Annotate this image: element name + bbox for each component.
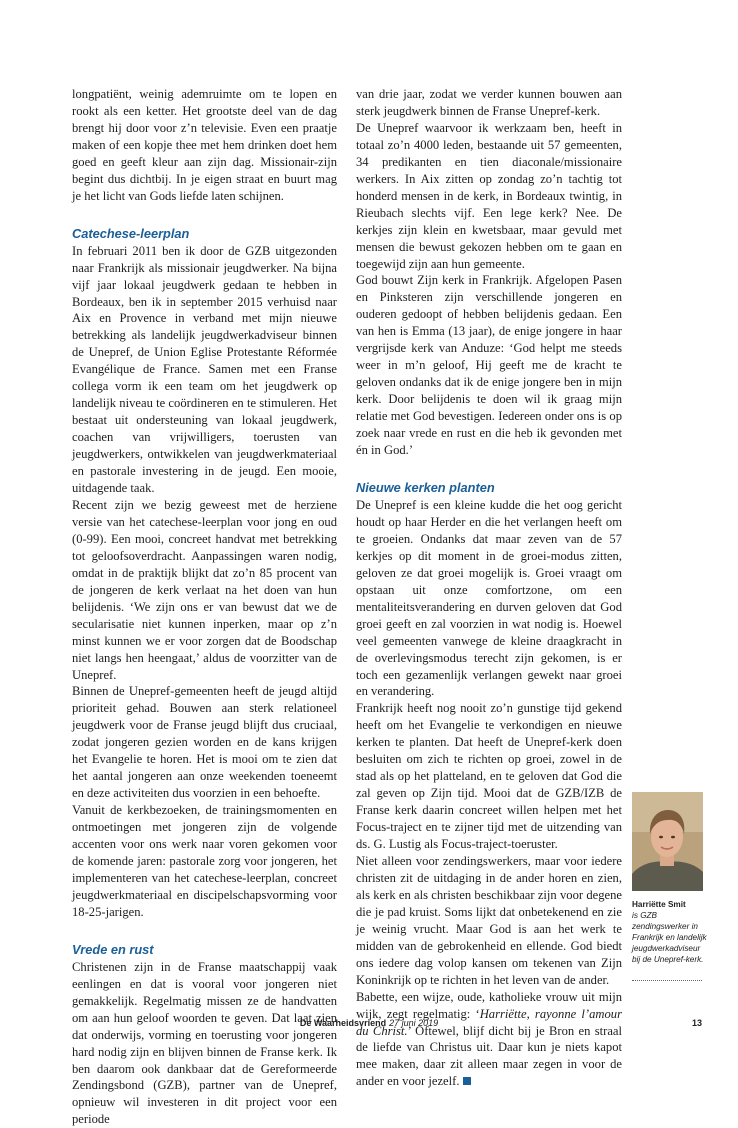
page-number: 13	[692, 1018, 703, 1028]
closing-paragraph	[356, 989, 622, 1091]
end-of-article-square-icon	[463, 1077, 471, 1085]
paragraph: God bouwt Zijn kerk in Frankrijk. Afgelopen Pasen en Pinksteren zijn verschillende jongeren en ouderen gedoopt of hebben belijdenis gedaan. Een van hen is Emma (13 jaar), de enige jongere in haar vergrijsde kerk van Anduze: ‘God helpt me steeds weer in m’n geloof, Hij geeft me de kracht te geloven ondanks dat ik de enige jongere ben in mijn kerk. Door belijdenis te doen wil ik graag mijn relatie met God bevestigen. Iedereen onder ons is op zoek naar vrede en rust en die heb ik gevonden met én in God.’	[356, 273, 622, 458]
caption-role: is GZB zendingswerker in Frankrijk en landelijk jeugdwerkadviseur bij de Unepref-kerk.	[632, 911, 707, 964]
publication-date: 27 juni 2019	[389, 1018, 439, 1028]
paragraph: Frankrijk heeft nog nooit zo’n gunstige tijd gekend heeft om het Evangelie te verkondigen en nieuwe kerken te planten. Dat heeft de Unepref-kerk doen besluiten om zich te richten op groei, zowel in de stad als op het platteland, en te geloven dat God die zal geven op Zijn tijd. Mooi dat de GZB/IZB de Franse kerk daarin concreet willen helpen met het Focus-traject en te zijner tijd met de uitzending van ds. G. Lustig als Focus-traject-toeruster.	[356, 701, 622, 852]
left-column	[72, 86, 337, 1128]
section-heading-nieuwe-kerken: Nieuwe kerken planten	[356, 479, 495, 495]
right-column	[356, 86, 622, 1090]
section-heading-catechese: Catechese-leerplan	[72, 225, 190, 241]
intro-paragraph: longpatiënt, weinig ademruimte om te lopen en rookt als een ketter. Het grootste deel van de dag brengt hij door voor z’n televisie. Even een praatje maken of een kopje thee met hem drinken doet hem goed en geeft kleur aan zijn dag. Missionair-zijn begint dus dichtbij. In je eigen straat en buurt mag je het licht van Gods liefde laten schijnen.	[72, 87, 337, 203]
paragraph: De Unepref is een kleine kudde die het oog gericht houdt op haar Herder en die het verlangen heeft om te groeien. Ondanks dat maar zeven van de 57 kerkjes op dit moment in de groei-modus zitten, geloven ze dat groei mogelijk is. Groei vraagt om opstaan uit onze comfortzone, om een mentaliteitsverandering en durven geloven dat God groei geeft en zal voorzien in wat nodig is. Hoewel veel gemeenten vanwege de kleine draagkracht in de overlevingsmodus terecht zijn gekomen, is er toch een gezamenlijk verlangen gewekt naar groei en verandering.	[356, 497, 622, 699]
french-quote: Harriëtte, rayonne l’amour du Christ.	[356, 1006, 622, 1038]
paragraph: Niet alleen voor zendingswerkers, maar voor iedere christen zit de uitdaging in de ander horen en zien, als kerk en als christen beschikbaar zijn voor degene die je pad kruist. Soms lijkt dat onbetekenend en zie je weinig vrucht. Maar God is aan het werk te midden van de gebrokenheid en ellende. God biedt ons iedere dag volop kansen om tekenen van Zijn Koninkrijk op te richten in het leven van de ander.	[356, 853, 622, 987]
paragraph: Binnen de Unepref-gemeenten heeft de jeugd altijd prioriteit gehad. Bouwen aan sterk relationeel jeugdwerk voor de Franse jeugd blijft dus cruciaal, zodat jongeren gezien worden en de kans krijgen het Evangelie te horen. Het is mooi om te zien dat het aantal jongeren aan onze weekenden toeneemt en deze activiteiten dus voorzien in een behoefte.	[72, 684, 337, 801]
closing-text-end: ’ Oftewel, blijf dicht bij je Bron en straal de liefde van Christus uit. Daar kun je niets kapot mee maken, daar zit alleen maar zegen in voor de ander en voor jezelf.	[356, 1023, 622, 1089]
closing-text-start: Babette, een wijze, oude, katholieke vrouw uit mijn wijk, zegt regelmatig: ‘	[356, 989, 622, 1021]
author-photo	[632, 792, 703, 891]
author-portrait-icon	[632, 792, 703, 891]
photo-caption	[632, 899, 708, 965]
paragraph: Christenen zijn in de Franse maatschappij vaak eenlingen en dat is vooral voor jongeren niet gemakkelijk. Regelmatig missen ze de handvatten om aan hun geloof woorden te geven. Dat laat zien dat onderwijs, vorming en toerusting voor jongeren hard nodig zijn en blijven binnen de Franse kerk. Ik ben daarom ook dankbaar dat de Gereformeerde Zendingsbond (GZB), partner van de Unepref, opnieuw wil investeren in dit project voor een periode	[72, 959, 337, 1127]
footer-publication-info	[0, 1018, 738, 1028]
section-heading-vrede: Vrede en rust	[72, 941, 154, 957]
caption-name: Harriëtte Smit	[632, 900, 686, 909]
paragraph: van drie jaar, zodat we verder kunnen bouwen aan sterk jeugdwerk binnen de Franse Unepref-kerk.	[356, 87, 622, 118]
publication-name: De Waarheidsvriend	[299, 1018, 387, 1028]
paragraph: Recent zijn we bezig geweest met de herziene versie van het catechese-leerplan voor jong en oud (0-99). Een mooi, concreet handvat met betrekking tot geloofsoverdracht. Aanpassingen waren nodig, omdat in de praktijk blijkt dat zo’n 85 procent van de jongeren de kerk verlaat na het doen van hun belijdenis. ‘We zijn ons er van bewust dat we de secularisatie niet kunnen inperken, maar op z’n minst kunnen we er voor zorgen dat de Boodschap niet langs hen heengaat,’ aldus de voorzitter van de Unepref.	[72, 497, 337, 682]
page-footer	[0, 1018, 738, 1032]
caption-divider	[632, 980, 702, 981]
paragraph: De Unepref waarvoor ik werkzaam ben, heeft in totaal zo’n 4000 leden, bestaande uit 57 gemeenten, 34 predikanten en tien diaconale/missionaire werkers. In Aix zitten op zondag zo’n tachtig tot honderd mensen in de kerk, in Bordeaux twintig, in Rieubach slechts vijf. Een lege kerk? Nee. De kerkjes zijn klein en kwetsbaar, maar gevuld met mensen die bewust gekozen hebben om te gaan en toegewijd zijn aan hun gemeente.	[356, 120, 622, 271]
paragraph: In februari 2011 ben ik door de GZB uitgezonden naar Frankrijk als missionair jeugdwerker. Na bijna vijf jaar lokaal jeugdwerk gedaan te hebben in Bordeaux, ben ik in september 2015 verhuisd naar Aix en Provence in verband met mijn nieuwe betrekking als landelijk jeugdwerkadviseur binnen de Unepref, de Union Eglise Protestante Réformée Evangélique de France. Samen met een Franse collega vorm ik een team om het jeugdwerk op landelijk niveau te coördineren en te stimuleren. Het bestaat uit ondersteuning van lokaal jeugdwerk, coachen van vrijwilligers, toerusten van jeugdwerkers, ontwikkelen van jeugdwerkmateriaal en pastorale investering in de jeugd. Een mooie, uitdagende taak.	[72, 243, 337, 496]
paragraph: Vanuit de kerkbezoeken, de trainingsmomenten en ontmoetingen met jongeren zijn de volgende accenten voor ons werk naar voren gekomen voor de komende jaren: pastorale zorg voor jongeren, het implementeren van het catechese-leerplan, concreet jeugdwerkmateriaal en discipelschapsvorming voor 18-25-jarigen.	[72, 803, 337, 919]
